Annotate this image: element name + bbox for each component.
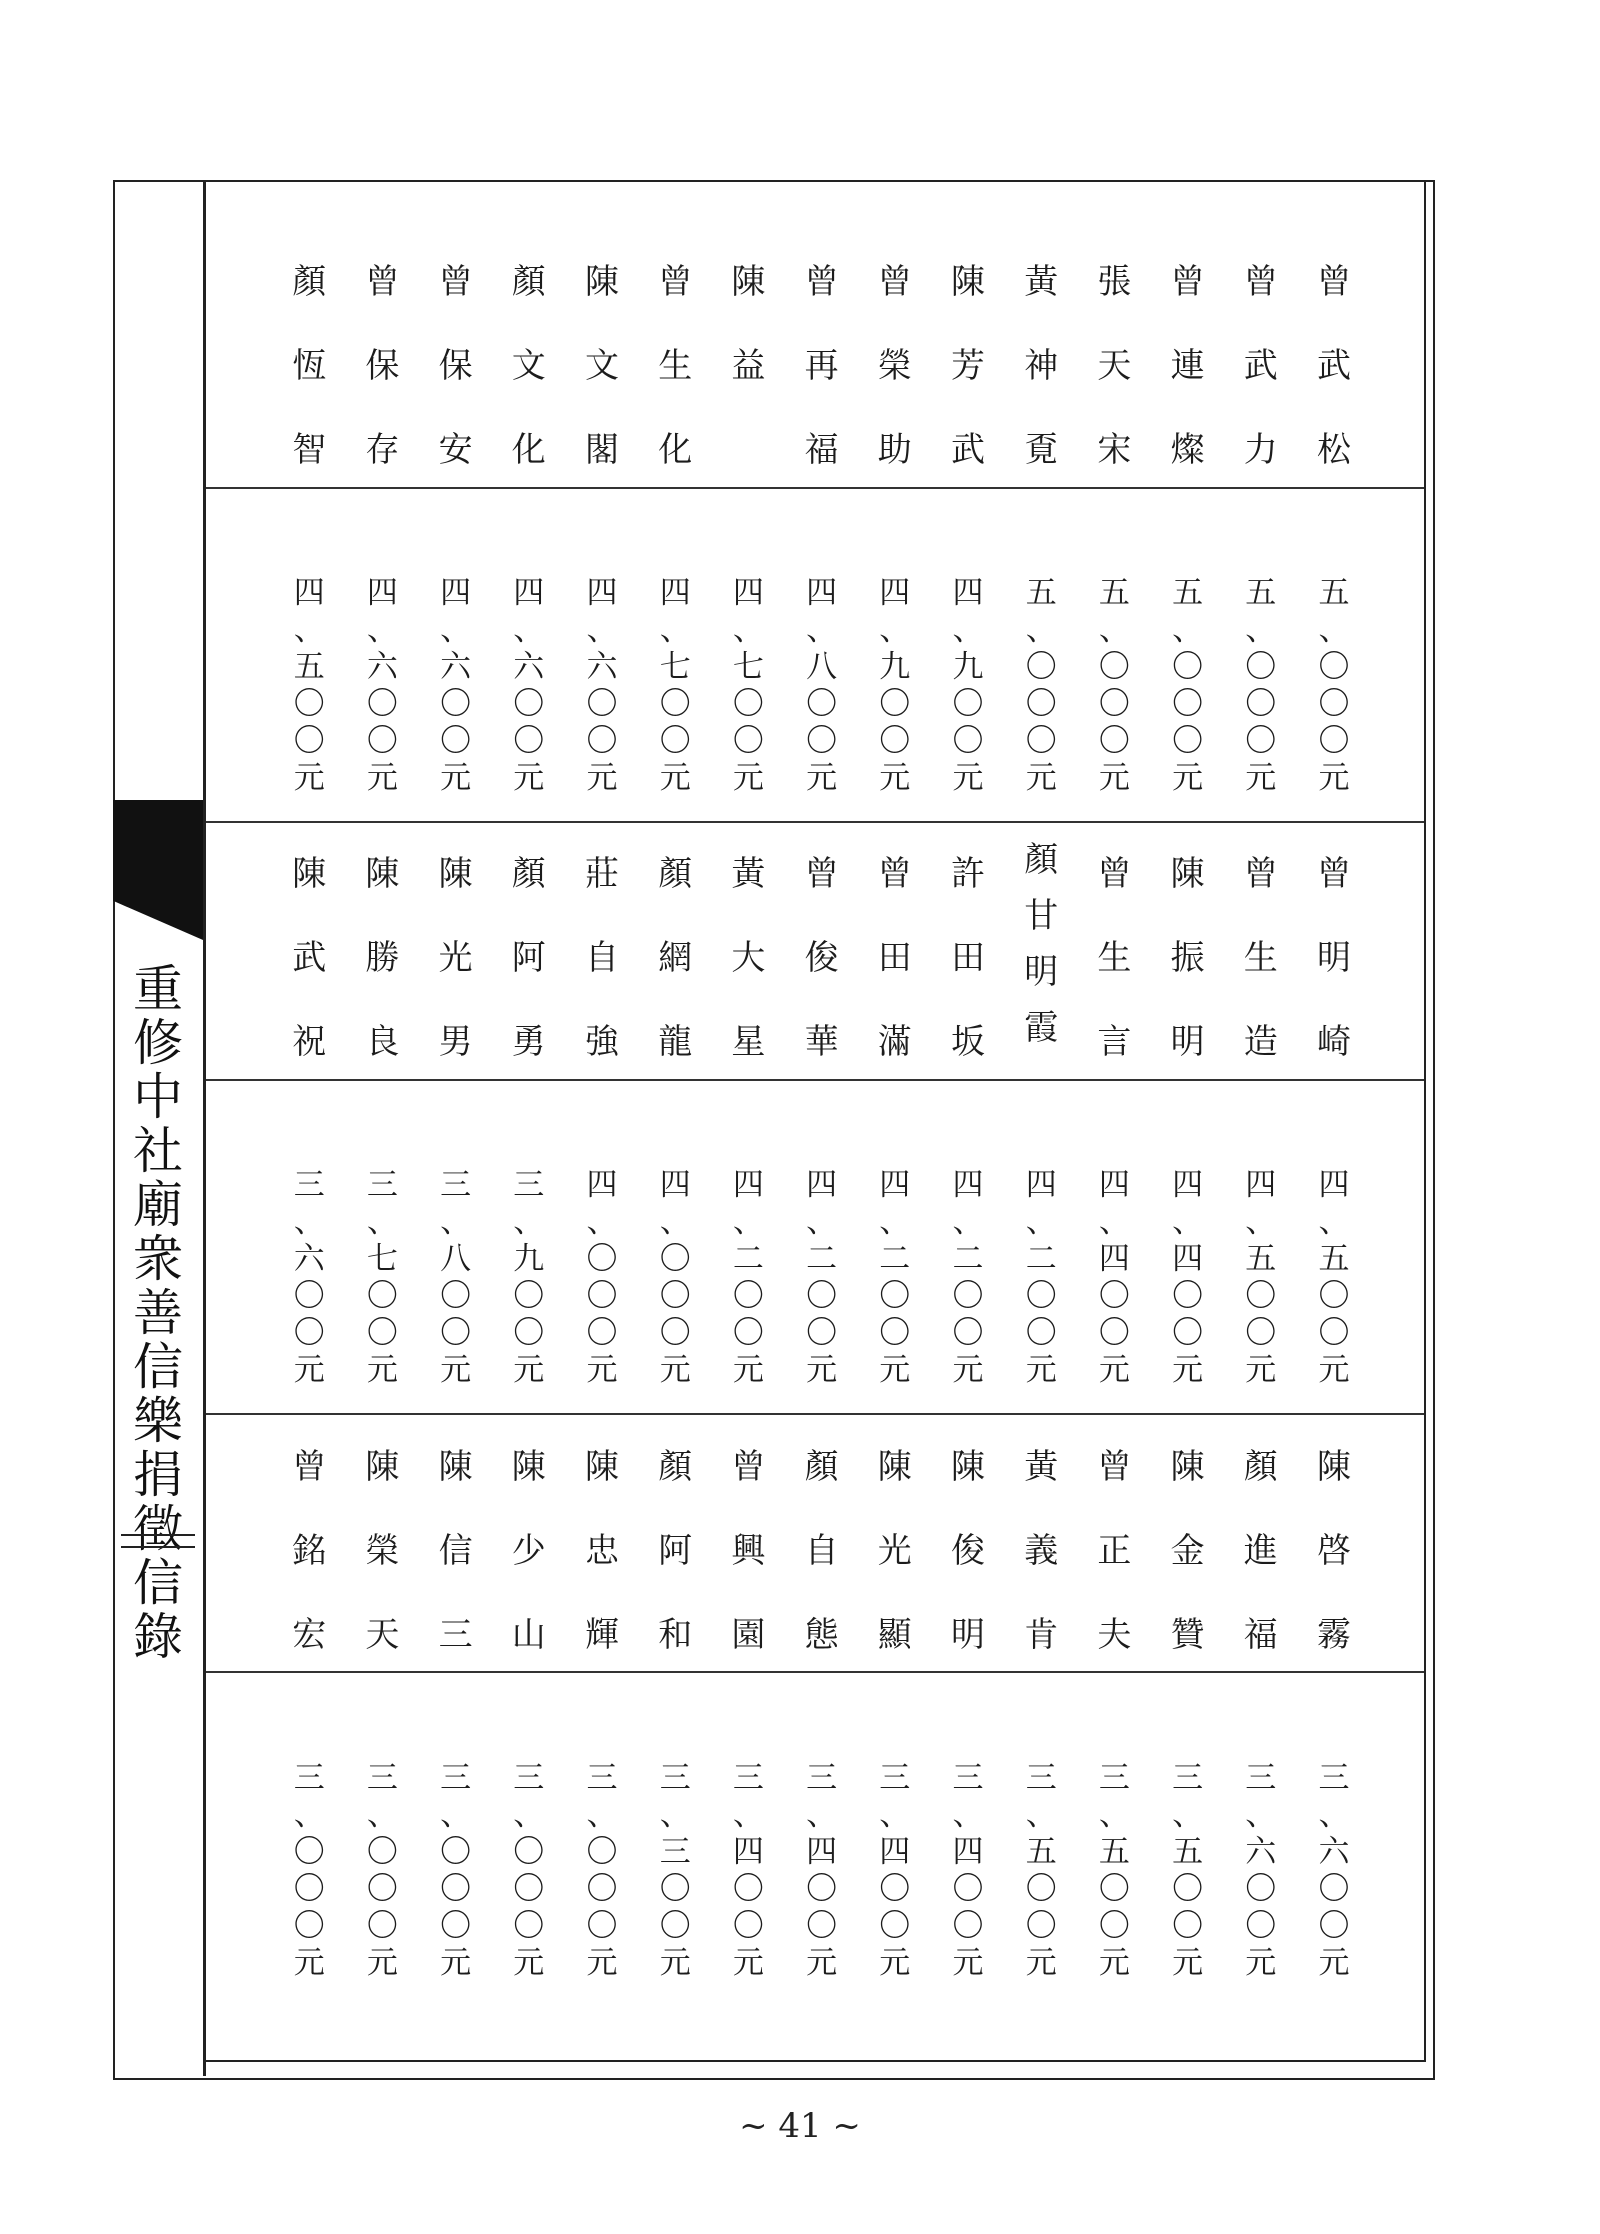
donor-amount: 四 、 九 〇 〇 元 <box>952 575 984 796</box>
donor-name: 許 田 坂 <box>951 854 985 1062</box>
donor-amount: 三 、 五 〇 〇 元 <box>1025 1760 1057 1981</box>
donor-name: 曾 再 福 <box>804 262 839 470</box>
book-title-char: 捐 <box>133 1446 183 1504</box>
donor-name: 陳 忠 輝 <box>585 1447 619 1655</box>
spine-divider <box>121 1546 195 1548</box>
donor-name: 曾 俊 華 <box>804 854 839 1062</box>
book-title-char: 修 <box>133 1014 183 1072</box>
donor-amount: 三 、 〇 〇 〇 元 <box>440 1760 472 1981</box>
donor-amount: 四 、 六 〇 〇 元 <box>586 575 618 796</box>
donor-name: 曾 連 燦 <box>1170 262 1205 470</box>
donor-amount: 四 、 六 〇 〇 元 <box>366 575 398 796</box>
donor-name: 陳 光 顯 <box>877 1447 912 1655</box>
donor-amount: 四 、 六 〇 〇 元 <box>440 575 472 796</box>
book-title-char: 社 <box>133 1122 183 1180</box>
donor-name: 顏 文 化 <box>511 262 546 470</box>
book-title-char: 信 <box>133 1554 183 1612</box>
donor-amount: 五 、 〇 〇 〇 元 <box>1318 575 1350 796</box>
donor-name: 顏 甘 明 霞 <box>1024 840 1059 1048</box>
donor-name: 顏 自 態 <box>804 1447 839 1655</box>
donor-amount: 四 、 二 〇 〇 元 <box>732 1167 764 1388</box>
donor-amount: 三 、 九 〇 〇 元 <box>513 1167 545 1388</box>
book-title-char: 善 <box>133 1284 183 1342</box>
donor-name: 曾 生 言 <box>1097 854 1132 1062</box>
donor-amount: 四 、 二 〇 〇 元 <box>1025 1167 1057 1388</box>
donor-amount: 三 、 四 〇 〇 元 <box>732 1760 764 1981</box>
donor-name: 曾 榮 助 <box>877 262 912 470</box>
row-divider <box>206 1413 1424 1415</box>
donor-amount: 五 、 〇 〇 〇 元 <box>1245 575 1277 796</box>
donor-amount: 三 、 五 〇 〇 元 <box>1172 1760 1204 1981</box>
donor-amount: 四 、 五 〇 〇 元 <box>293 575 325 796</box>
donor-amount: 四 、 四 〇 〇 元 <box>1098 1167 1130 1388</box>
donor-amount: 四 、 八 〇 〇 元 <box>806 575 838 796</box>
donor-amount: 五 、 〇 〇 〇 元 <box>1025 575 1057 796</box>
donor-amount: 三 、 〇 〇 〇 元 <box>293 1760 325 1981</box>
donor-name: 曾 生 化 <box>658 262 693 470</box>
book-title-char: 錄 <box>133 1608 183 1666</box>
book-title-char: 重 <box>133 960 183 1018</box>
donor-name: 陳 少 山 <box>511 1447 546 1655</box>
book-title-char: 徵 <box>133 1500 183 1558</box>
donor-name: 顏 阿 勇 <box>511 854 546 1062</box>
donor-amount: 四 、 五 〇 〇 元 <box>1318 1167 1350 1388</box>
donor-amount: 三 、 〇 〇 〇 元 <box>586 1760 618 1981</box>
donor-amount: 四 、 〇 〇 〇 元 <box>586 1167 618 1388</box>
donor-name: 陳 勝 良 <box>365 854 400 1062</box>
donor-name: 顏 網 龍 <box>658 854 693 1062</box>
donor-name: 張 天 宋 <box>1097 262 1132 470</box>
donor-name: 顏 進 福 <box>1243 1447 1278 1655</box>
donor-name: 黃 義 肯 <box>1024 1447 1059 1655</box>
donor-name: 陳 信 三 <box>438 1447 473 1655</box>
donor-name: 曾 武 力 <box>1243 262 1278 470</box>
donor-name: 曾 明 崎 <box>1317 854 1351 1062</box>
donor-amount: 三 、 六 〇 〇 元 <box>293 1167 325 1388</box>
book-title-char: 衆 <box>133 1230 183 1288</box>
donor-name: 陳 榮 天 <box>365 1447 400 1655</box>
donor-amount: 三 、 四 〇 〇 元 <box>879 1760 911 1981</box>
donor-amount: 三 、 〇 〇 〇 元 <box>366 1760 398 1981</box>
donor-name: 陳 文 閣 <box>585 262 619 470</box>
donor-amount: 四 、 七 〇 〇 元 <box>732 575 764 796</box>
donor-amount: 四 、 六 〇 〇 元 <box>513 575 545 796</box>
donor-name: 陳 啓 霧 <box>1317 1447 1351 1655</box>
donor-name: 顏 阿 和 <box>658 1447 693 1655</box>
donor-amount: 三 、 五 〇 〇 元 <box>1098 1760 1130 1981</box>
donor-amount: 三 、 七 〇 〇 元 <box>366 1167 398 1388</box>
donor-name: 陳 武 祝 <box>292 854 327 1062</box>
donor-name: 曾 田 滿 <box>877 854 912 1062</box>
donor-amount: 三 、 四 〇 〇 元 <box>952 1760 984 1981</box>
donor-amount: 五 、 〇 〇 〇 元 <box>1172 575 1204 796</box>
donor-amount: 三 、 三 〇 〇 元 <box>659 1760 691 1981</box>
donor-name: 陳 振 明 <box>1170 854 1205 1062</box>
donor-name: 陳 光 男 <box>438 854 473 1062</box>
donor-amount: 四 、 二 〇 〇 元 <box>806 1167 838 1388</box>
donor-name: 莊 自 強 <box>585 854 619 1062</box>
donor-amount: 三 、 四 〇 〇 元 <box>806 1760 838 1981</box>
donor-name: 曾 保 安 <box>438 262 473 470</box>
donor-amount: 四 、 〇 〇 〇 元 <box>659 1167 691 1388</box>
donor-name: 曾 生 造 <box>1243 854 1278 1062</box>
donor-name: 曾 興 園 <box>731 1447 766 1655</box>
page-number: ~ 41 ~ <box>739 2106 861 2146</box>
donor-list-area <box>203 180 1426 2076</box>
row-divider <box>206 821 1424 823</box>
donor-name: 陳 俊 明 <box>951 1447 985 1655</box>
book-title-char: 廟 <box>133 1176 183 1234</box>
donor-name: 黃 大 星 <box>731 854 766 1062</box>
donor-amount: 三 、 八 〇 〇 元 <box>440 1167 472 1388</box>
donor-amount: 四 、 五 〇 〇 元 <box>1245 1167 1277 1388</box>
donor-name: 黃 神 覔 <box>1024 262 1059 470</box>
book-title-char: 中 <box>133 1068 183 1126</box>
spine-divider <box>121 1534 195 1536</box>
book-title-char: 信 <box>133 1338 183 1396</box>
donor-name: 曾 保 存 <box>365 262 400 470</box>
donor-amount: 四 、 九 〇 〇 元 <box>879 575 911 796</box>
donor-amount: 三 、 六 〇 〇 元 <box>1245 1760 1277 1981</box>
donor-name: 曾 正 夫 <box>1097 1447 1132 1655</box>
donor-amount: 四 、 四 〇 〇 元 <box>1172 1167 1204 1388</box>
donor-amount: 三 、 六 〇 〇 元 <box>1318 1760 1350 1981</box>
donor-name: 顏 恆 智 <box>292 262 327 470</box>
donor-amount: 三 、 〇 〇 〇 元 <box>513 1760 545 1981</box>
donor-amount: 五 、 〇 〇 〇 元 <box>1098 575 1130 796</box>
donor-name: 陳 金 贊 <box>1170 1447 1205 1655</box>
spine <box>113 180 205 2076</box>
spine-black-band <box>113 800 203 940</box>
donor-name: 陳 芳 武 <box>951 262 985 470</box>
donor-amount: 四 、 二 〇 〇 元 <box>952 1167 984 1388</box>
book-title <box>113 962 203 1664</box>
book-title-char: 樂 <box>133 1392 183 1450</box>
donor-name: 陳 益 <box>731 262 766 386</box>
donor-name: 曾 武 松 <box>1317 262 1351 470</box>
donor-amount: 四 、 二 〇 〇 元 <box>879 1167 911 1388</box>
donor-name: 曾 銘 宏 <box>292 1447 327 1655</box>
donor-amount: 四 、 七 〇 〇 元 <box>659 575 691 796</box>
